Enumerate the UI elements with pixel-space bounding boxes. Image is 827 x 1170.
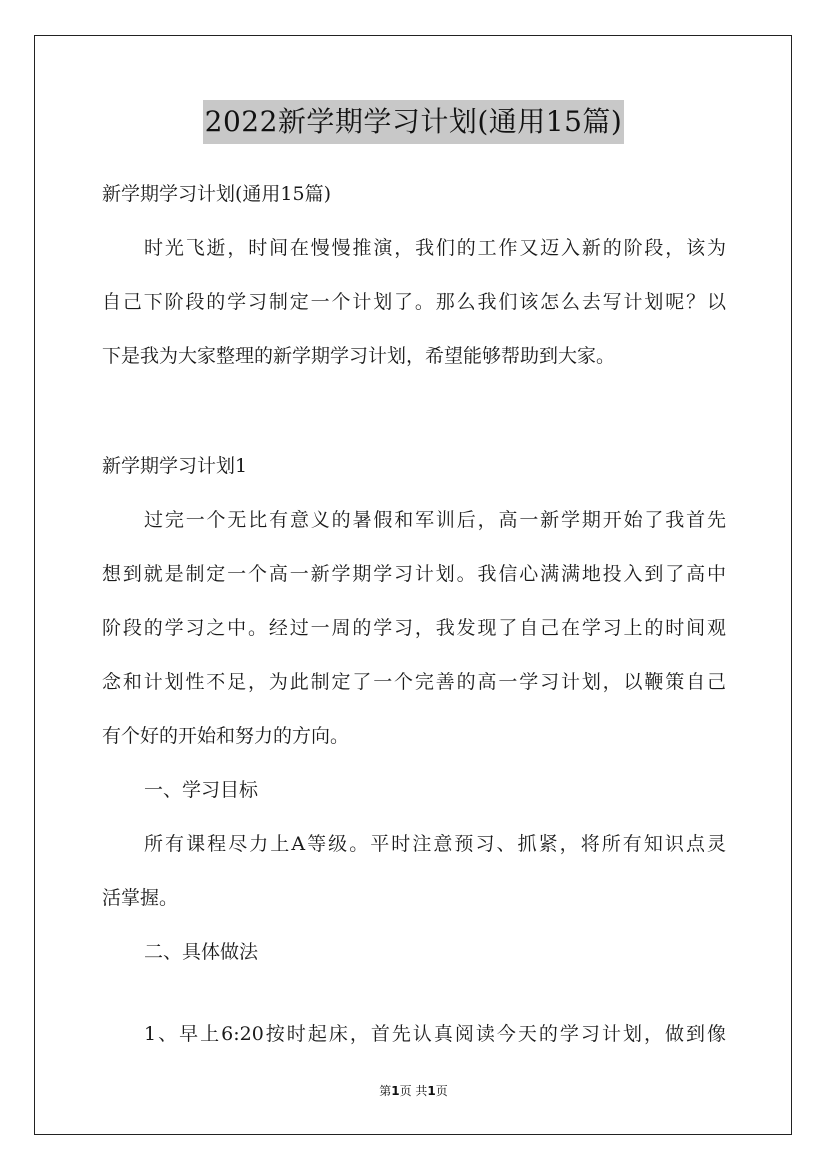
method-heading: 二、具体做法 (144, 941, 259, 963)
goal-heading: 一、学习目标 (144, 779, 259, 801)
footer-page-number: 1 (391, 1084, 400, 1098)
footer-total-pages: 1 (427, 1084, 436, 1098)
document-title: 2022新学期学习计划(通用15篇) (203, 100, 625, 144)
goal-line-2: 活掌握。 (102, 887, 179, 909)
section-heading-1: 新学期学习计划1 (102, 455, 248, 477)
section1-line-3: 阶段的学习之中。经过一周的学习，我发现了自己在学习上的时间观 (102, 617, 726, 639)
section1-line-2: 想到就是制定一个高一新学期学习计划。我信心满满地投入到了高中 (102, 563, 726, 585)
section1-line-4: 念和计划性不足，为此制定了一个完善的高一学习计划，以鞭策自己 (102, 671, 726, 693)
footer-mid: 页 共 (399, 1084, 428, 1098)
section1-line-5: 有个好的开始和努力的方向。 (102, 725, 350, 747)
intro-line-2: 自己下阶段的学习制定一个计划了。那么我们该怎么去写计划呢？以 (102, 291, 726, 313)
intro-line-3: 下是我为大家整理的新学期学习计划，希望能够帮助到大家。 (102, 345, 616, 367)
method-line-1: 1、早上6:20按时起床，首先认真阅读今天的学习计划，做到像 (144, 1023, 726, 1045)
title-container (0, 100, 827, 144)
footer-prefix: 第 (379, 1084, 392, 1098)
subtitle: 新学期学习计划(通用15篇) (102, 183, 332, 205)
intro-line-1: 时光飞逝，时间在慢慢推演，我们的工作又迈入新的阶段，该为 (144, 237, 726, 259)
page-footer (0, 1083, 827, 1099)
goal-line-1: 所有课程尽力上A等级。平时注意预习、抓紧，将所有知识点灵 (144, 833, 726, 855)
footer-suffix: 页 (435, 1084, 448, 1098)
section1-line-1: 过完一个无比有意义的暑假和军训后，高一新学期开始了我首先 (144, 509, 726, 531)
